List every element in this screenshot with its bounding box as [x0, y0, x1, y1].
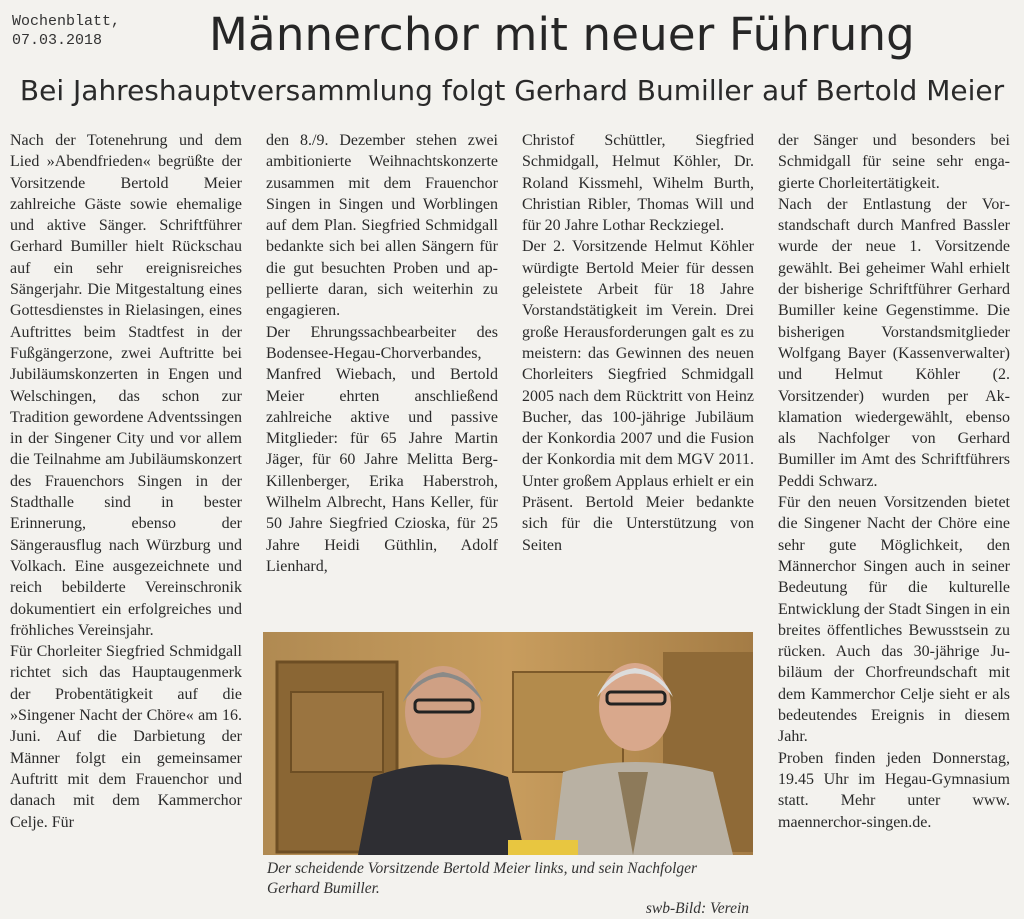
source-name: Wochenblatt, — [12, 13, 121, 30]
article-column-1 — [10, 130, 242, 833]
article-photo — [263, 632, 753, 919]
photo-caption — [263, 859, 753, 919]
photo-two-men-image — [263, 632, 753, 855]
paragraph: Der 2. Vorsitzende Helmut Köhler würdigte Bertold Meier für dessen geleistete Arbeit für 18 Jahre Vorstandstätigkeit im Verein. Drei große Herausforderungen galt es zu meistern: das Gewinnen des neuen Chorleiters Siegfried Schmidgall 2005 nach dem Rücktritt von Heinz Bucher, das 100-jährige Jubiläum der Konkordia 2007 und die Fusion der Konkordia mit dem MGV 2011. Unter großem Applaus erhielt er ein Präsent. Bertold Meier bedankte sich für die Unterstützung von Seiten — [522, 238, 754, 554]
article-subheadline: Bei Jahreshauptversammlung folgt Gerhard Bumiller auf Bertold Meier — [19, 74, 1005, 107]
article-headline: Männerchor mit neuer Führung — [209, 8, 915, 61]
paragraph: der Sänger und besonders bei Schmidgall für seine sehr engagierte Chorleitertätigkeit. — [778, 132, 1010, 192]
paragraph: Für Chorleiter Siegfried Schmidgall richtet sich das Hauptaugenmerk der Probentätigkeit auf die »Singener Nacht der Chöre« am 16. Juni. Auf die Darbietung der Männer folgt ein gemeinsamer Auftritt mit dem Frauenchor und danach mit dem Kammerchor Celje. Für — [10, 643, 242, 831]
caption-text: Der scheidende Vorsitzende Bertold Meier links, und sein Nachfolger Gerhard Bumiller. — [267, 860, 698, 897]
paragraph: Für den neuen Vorsitzenden bietet die Singener Nacht der Chöre eine sehr gute Möglichkeit, den Männerchor Singen auch in seiner Bedeutung für die kulturelle Entwicklung der Stadt Singen in ein breites öffentliches Bewusstsein zu rücken. Auch das 30-jährige Jubiläum der Chorfreundschaft mit dem Kammerchor Celje sieht er als bedeutendes Ereignis in diesem Jahr. — [778, 494, 1010, 746]
paragraph: den 8./9. Dezember stehen zwei ambitionierte Weihnachtskonzerte zusammen mit dem Frauenchor Singen in Singen und Worblingen auf dem Plan. Siegfried Schmidgall bedankte sich bei allen Sängern für die gut besuchten Proben und appellierte daran, sich weiterhin zu engagieren. — [266, 132, 498, 320]
source-date: 07.03.2018 — [12, 32, 103, 49]
paragraph: Der Ehrungssachbearbeiter des Bodensee-Hegau-Chorverbandes, Manfred Wiebach, und Bertold Meier ehrten anschließend zahlreiche aktive und passive Mitglieder: für 65 Jahre Martin Jäger, für 60 Jahre Melitta Berg-Killenberger, Erika Haberstroh, Wilhelm Albrecht, Hans Keller, für 50 Jahre Siegfried Czioska, für 25 Jahre Heidi Güthlin, Adolf Lienhard, — [266, 323, 498, 575]
photo-credit: swb-Bild: Verein — [645, 900, 749, 917]
paragraph: Nach der Entlastung der Vorstandschaft durch Manfred Bassler wurde der neue 1. Vorsitzende gewählt. Bei geheimer Wahl erhielt der bisherige Schriftführer Gerhard Bumiller keine Gegenstimme. Die bisherigen Vorstandsmitglieder Wolfgang Bayer (Kassenverwalter) und Helmut Köhler (2. Vorsitzender) wurden per Akklamation wiedergewählt, ebenso als Nachfolger von Gerhard Bumiller im Amt des Schriftführers Peddi Schwarz. — [778, 195, 1010, 490]
article-column-3 — [522, 130, 754, 556]
article-column-4 — [778, 130, 1010, 833]
paragraph: Christof Schüttler, Siegfried Schmidgall, Helmut Köhler, Dr. Roland Kissmehl, Wihelm Burth, Christian Ribler, Thomas Will und für 20 Jahre Lothar Reckziegel. — [522, 132, 754, 235]
paragraph: Proben finden jeden Donnerstag, 19.45 Uhr im Hegau-Gymnasium statt. Mehr unter www. maennerchor-singen.de. — [778, 749, 1010, 831]
article-column-2 — [266, 130, 498, 577]
paragraph: Nach der Totenehrung und dem Lied »Abendfrieden« begrüßte der Vorsitzende Bertold Meier zahlreiche Gäste sowie ehemalige und aktive Sänger. Schriftführer Gerhard Bumiller hielt Rückschau auf ein sehr ereignisreiches Sängerjahr. Die Mitgestaltung eines Gottesdienstes in Rielasingen, eines Auftrittes beim Stadtfest in der Fußgängerzone, zwei Auftritte bei Jubiläumskonzerten in Engen und Welschingen, das schon zur Tradition gewordene Adventssingen in der Singener City und vor allem die Teilnahme am Jubiläumskonzert des Frauenchors Singen in der Stadthalle sind in bester Erinnerung, ebenso der Sängerausflug nach Würzburg und Volkach. Eine ausgezeichnete und reich bebilderte Vereinschronik dokumentiert ein erfolgreiches und fröhliches Vereinsjahr. — [10, 132, 242, 639]
